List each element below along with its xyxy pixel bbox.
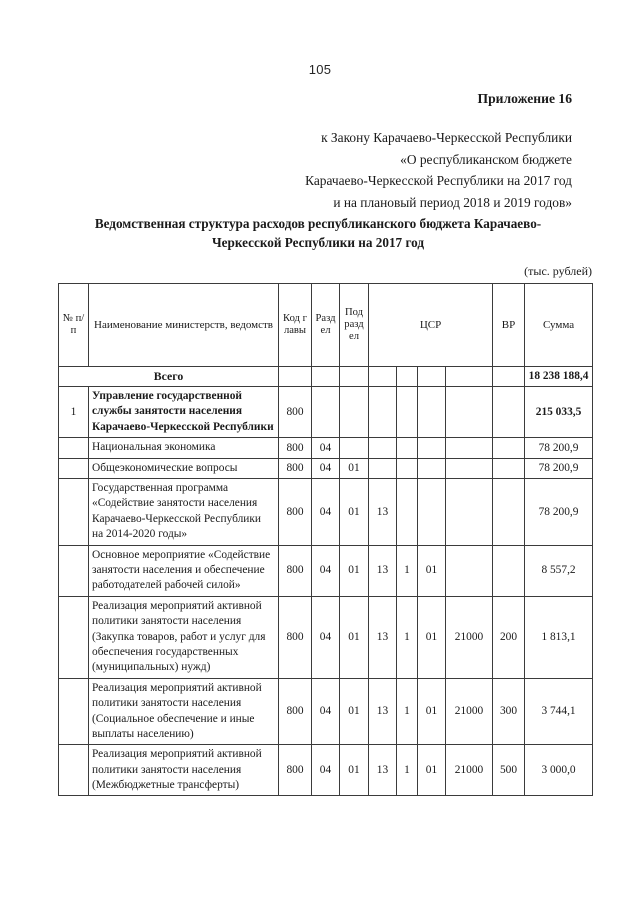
row-glava: 800 <box>279 438 312 458</box>
row-summa: 78 200,9 <box>525 438 593 458</box>
table-header <box>59 284 593 367</box>
row-csr-part-4 <box>446 438 493 458</box>
row-summa: 1 813,1 <box>525 596 593 678</box>
row-csr-part-2 <box>397 387 418 438</box>
page-title-line-1: Ведомственная структура расходов республиканского бюджета Карачаево- <box>94 216 542 231</box>
table-row <box>59 745 593 796</box>
total-csr3 <box>418 367 446 387</box>
row-csr-part-1 <box>369 458 397 478</box>
row-glava: 800 <box>279 387 312 438</box>
row-razdel <box>312 387 340 438</box>
row-razdel: 04 <box>312 678 340 745</box>
row-vr: 300 <box>493 678 525 745</box>
row-number <box>59 458 89 478</box>
appendix-label: Приложение 16 <box>477 91 572 106</box>
row-csr-part-3: 01 <box>418 678 446 745</box>
row-csr-part-2 <box>397 438 418 458</box>
row-glava: 800 <box>279 545 312 596</box>
table-row <box>59 479 593 546</box>
row-csr-part-2: 1 <box>397 678 418 745</box>
row-glava: 800 <box>279 479 312 546</box>
law-reference-line-2: «О республиканском бюджете <box>400 151 572 167</box>
row-csr-part-2 <box>397 479 418 546</box>
row-name: Общеэкономические вопросы <box>89 458 279 478</box>
total-csr2 <box>397 367 418 387</box>
column-header-summa: Сумма <box>525 284 593 367</box>
row-podrazdel: 01 <box>340 678 369 745</box>
table-row-total <box>59 367 593 387</box>
row-name: Государственная программа «Содействие занятости населения Карачаево-Черкесской Республики на 2014-2020 годы» <box>89 479 279 546</box>
budget-table-container <box>58 283 592 796</box>
law-reference-line-1: к Закону Карачаево-Черкесской Республики <box>321 130 572 146</box>
row-csr-part-2: 1 <box>397 596 418 678</box>
row-podrazdel: 01 <box>340 745 369 796</box>
row-summa: 78 200,9 <box>525 479 593 546</box>
table-header-row <box>59 284 593 367</box>
column-header-podrazdel: Подраздел <box>340 284 369 367</box>
row-csr-part-3: 01 <box>418 545 446 596</box>
row-name: Реализация мероприятий активной политики занятости населения (Социальное обеспечение и иные выплаты населению) <box>89 678 279 745</box>
document-header <box>60 88 572 214</box>
row-razdel: 04 <box>312 479 340 546</box>
row-csr-part-3 <box>418 438 446 458</box>
row-vr <box>493 545 525 596</box>
row-name: Управление государственной службы занятости населения Карачаево-Черкесской Республики <box>89 387 279 438</box>
row-number <box>59 596 89 678</box>
table-body <box>59 367 593 796</box>
row-csr-part-1: 13 <box>369 545 397 596</box>
row-number <box>59 678 89 745</box>
row-vr: 200 <box>493 596 525 678</box>
column-header-csr: ЦСР <box>369 284 493 367</box>
total-summa: 18 238 188,4 <box>525 367 593 387</box>
law-reference-line-3: Карачаево-Черкесской Республики на 2017 год <box>305 173 572 189</box>
row-name: Основное мероприятие «Содействие занятости населения и обеспечение работодателей рабочей силой» <box>89 545 279 596</box>
row-summa: 3 000,0 <box>525 745 593 796</box>
table-row <box>59 678 593 745</box>
row-csr-part-3 <box>418 479 446 546</box>
table-row <box>59 596 593 678</box>
row-razdel: 04 <box>312 745 340 796</box>
row-csr-part-1 <box>369 387 397 438</box>
row-razdel: 04 <box>312 438 340 458</box>
column-header-vr: ВР <box>493 284 525 367</box>
total-vr <box>493 367 525 387</box>
row-razdel: 04 <box>312 458 340 478</box>
row-csr-part-4 <box>446 387 493 438</box>
row-glava: 800 <box>279 678 312 745</box>
row-vr <box>493 458 525 478</box>
budget-table <box>58 283 593 796</box>
row-razdel: 04 <box>312 545 340 596</box>
table-row <box>59 387 593 438</box>
row-csr-part-3 <box>418 458 446 478</box>
row-name: Реализация мероприятий активной политики занятости населения (Закупка товаров, работ и услуг для обеспечения государственных (муниципальных) нужд) <box>89 596 279 678</box>
column-header-razdel: Раздел <box>312 284 340 367</box>
units-note: (тыс. рублей) <box>524 264 592 278</box>
row-podrazdel: 01 <box>340 458 369 478</box>
row-csr-part-3 <box>418 387 446 438</box>
row-podrazdel <box>340 438 369 458</box>
row-number <box>59 438 89 458</box>
row-csr-part-1: 13 <box>369 745 397 796</box>
row-number <box>59 545 89 596</box>
row-name: Национальная экономика <box>89 438 279 458</box>
row-summa: 78 200,9 <box>525 458 593 478</box>
total-razdel <box>312 367 340 387</box>
row-vr <box>493 479 525 546</box>
row-podrazdel: 01 <box>340 479 369 546</box>
page-title-line-2: Черкесской Республики на 2017 год <box>212 234 424 250</box>
row-csr-part-4: 21000 <box>446 596 493 678</box>
row-name: Реализация мероприятий активной политики занятости населения (Межбюджетные трансферты) <box>89 745 279 796</box>
row-vr: 500 <box>493 745 525 796</box>
row-csr-part-3: 01 <box>418 596 446 678</box>
row-csr-part-4: 21000 <box>446 678 493 745</box>
row-glava: 800 <box>279 596 312 678</box>
total-label: Всего <box>59 367 279 387</box>
row-csr-part-3: 01 <box>418 745 446 796</box>
column-header-name: Наименование министерств, ведомств <box>89 284 279 367</box>
row-vr <box>493 438 525 458</box>
row-csr-part-2 <box>397 458 418 478</box>
row-csr-part-4 <box>446 479 493 546</box>
row-podrazdel: 01 <box>340 545 369 596</box>
row-summa: 215 033,5 <box>525 387 593 438</box>
row-summa: 8 557,2 <box>525 545 593 596</box>
row-csr-part-4 <box>446 545 493 596</box>
row-csr-part-1: 13 <box>369 596 397 678</box>
total-csr1 <box>369 367 397 387</box>
page-number: 105 <box>308 62 332 77</box>
row-csr-part-2: 1 <box>397 745 418 796</box>
row-csr-part-4: 21000 <box>446 745 493 796</box>
row-csr-part-2: 1 <box>397 545 418 596</box>
row-razdel: 04 <box>312 596 340 678</box>
row-number: 1 <box>59 387 89 438</box>
law-reference-line-4: и на плановый период 2018 и 2019 годов» <box>333 195 572 211</box>
row-csr-part-1: 13 <box>369 479 397 546</box>
total-glava <box>279 367 312 387</box>
row-glava: 800 <box>279 745 312 796</box>
page-title <box>62 215 574 252</box>
row-podrazdel: 01 <box>340 596 369 678</box>
row-glava: 800 <box>279 458 312 478</box>
column-header-num: № п/п <box>59 284 89 367</box>
table-row <box>59 545 593 596</box>
row-csr-part-1: 13 <box>369 678 397 745</box>
row-podrazdel <box>340 387 369 438</box>
row-csr-part-4 <box>446 458 493 478</box>
total-csr4 <box>446 367 493 387</box>
row-summa: 3 744,1 <box>525 678 593 745</box>
table-row <box>59 438 593 458</box>
table-row <box>59 458 593 478</box>
row-number <box>59 479 89 546</box>
row-vr <box>493 387 525 438</box>
total-podrazdel <box>340 367 369 387</box>
column-header-glava: Код главы <box>279 284 312 367</box>
row-csr-part-1 <box>369 438 397 458</box>
row-number <box>59 745 89 796</box>
